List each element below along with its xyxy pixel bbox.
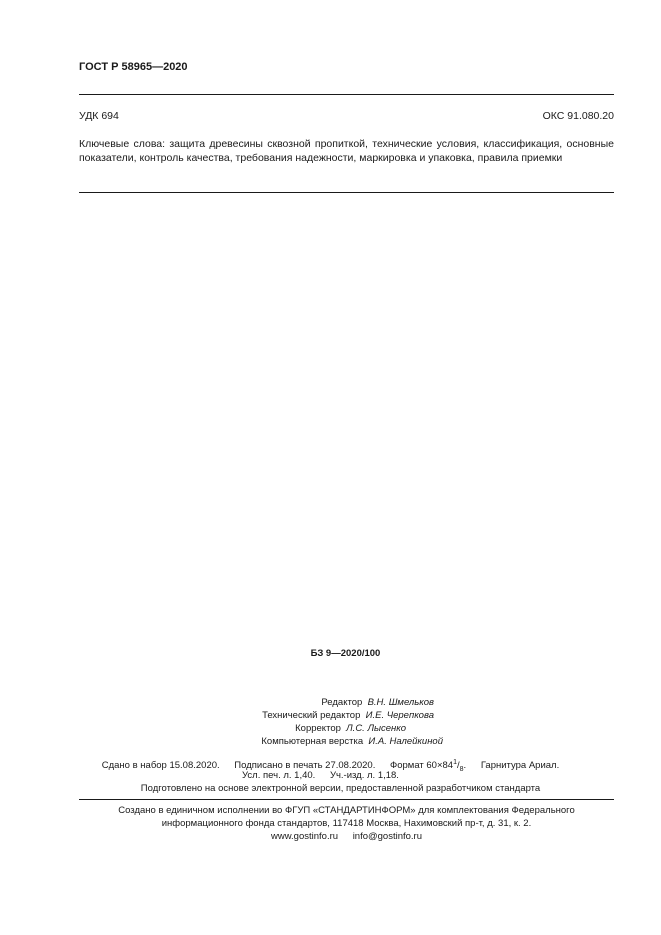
footer-divider <box>79 799 614 800</box>
prepared-note: Подготовлено на основе электронной версии, предоставленной разработчиком стандарта <box>140 783 541 794</box>
keywords-divider <box>79 192 614 193</box>
credit-name: В.Н. Шмельков <box>367 697 434 708</box>
credit-role: Корректор <box>295 723 341 734</box>
email-link[interactable]: info@gostinfo.ru <box>352 831 423 842</box>
credit-name: И.А. Налейкиной <box>368 736 443 747</box>
credit-role: Компьютерная верстка <box>261 736 364 747</box>
footer-contacts <box>79 830 614 843</box>
credit-role: Технический редактор <box>262 710 361 721</box>
credit-corrector <box>295 722 406 735</box>
credit-name: И.Е. Черепкова <box>365 710 434 721</box>
footer-block <box>79 804 614 843</box>
top-divider <box>79 94 614 95</box>
print-sheets: Усл. печ. л. 1,40. <box>242 770 316 781</box>
signed-to-print: Подписано в печать 27.08.2020. <box>234 760 376 772</box>
oks-code: ОКС 91.080.20 <box>542 110 614 122</box>
standard-code: ГОСТ Р 58965—2020 <box>79 61 188 73</box>
keywords-paragraph: Ключевые слова: защита древесины сквозной пропиткой, технические условия, классификация, основные показатели, контроль качества, требования надежности, маркировка и упаковка, правила приемки <box>79 138 614 164</box>
bz-number: БЗ 9—2020/100 <box>310 648 381 659</box>
sent-to-set: Сдано в набор 15.08.2020. <box>101 760 220 772</box>
format: Формат $60\times 84^1/_8$. <box>390 759 467 774</box>
credit-editor <box>321 696 434 709</box>
credit-tech-editor <box>262 709 434 722</box>
footer-line-1: Создано в единичном исполнении во ФГУП «СТАНДАРТИНФОРМ» для комплектования Федерального <box>118 805 575 816</box>
publisher-sheets: Уч.-изд. л. 1,18. <box>329 770 399 781</box>
website-link[interactable]: www.gostinfo.ru <box>270 831 339 842</box>
footer-line-2: информационного фонда стандартов, 117418 Москва, Нахимовский пр-т, д. 31, к. 2. <box>161 818 532 829</box>
credit-name: Л.С. Лысенко <box>346 723 406 734</box>
credit-layout <box>261 735 443 748</box>
udk-code: УДК 694 <box>79 110 119 122</box>
sheets-line <box>0 769 661 782</box>
credit-role: Редактор <box>321 697 363 708</box>
typeface: Гарнитура Ариал. <box>480 760 560 772</box>
